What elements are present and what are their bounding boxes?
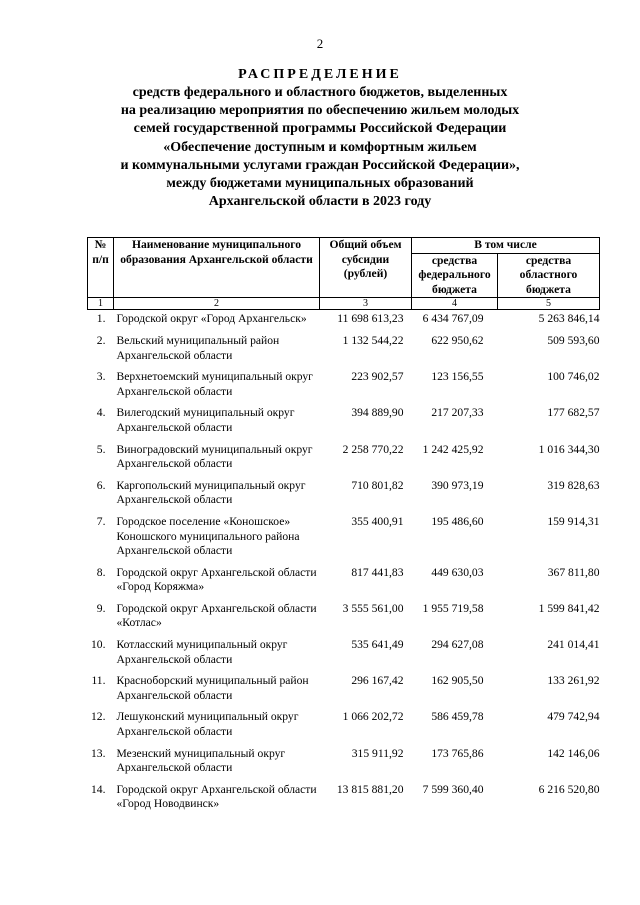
federal-funds: 6 434 767,09 bbox=[422, 312, 484, 326]
total-subsidy: 1 132 544,22 bbox=[342, 333, 404, 347]
municipality-name: Котласский муниципальный округ Архангельской области bbox=[116, 638, 288, 666]
row-number: 5. bbox=[96, 442, 106, 456]
row-number: 7. bbox=[96, 514, 106, 528]
municipality-name: Вилегодский муниципальный округ Архангельской области bbox=[116, 406, 295, 434]
municipality-name: Городской округ Архангельской области «Котлас» bbox=[116, 601, 317, 630]
federal-funds: 449 630,03 bbox=[431, 565, 484, 579]
municipality-name: Красноборский муниципальный район Архангельской области bbox=[116, 674, 309, 702]
federal-funds: 123 156,55 bbox=[431, 370, 484, 384]
title-line: и коммунальными услугами граждан Российской Федерации», bbox=[120, 157, 520, 173]
row-number: 12. bbox=[91, 710, 106, 724]
regional-funds: 177 682,57 bbox=[547, 406, 600, 420]
federal-funds: 586 459,78 bbox=[431, 710, 484, 724]
regional-funds: 142 146,06 bbox=[547, 746, 600, 760]
table-row bbox=[88, 710, 600, 746]
row-number: 11. bbox=[91, 674, 106, 688]
total-subsidy: 223 902,57 bbox=[351, 370, 404, 384]
table-row bbox=[88, 479, 600, 515]
title-heading: РАСПРЕДЕЛЕНИЕ bbox=[238, 67, 402, 82]
column-index: 5 bbox=[498, 298, 600, 310]
table-row bbox=[88, 602, 600, 638]
total-subsidy: 1 066 202,72 bbox=[342, 710, 404, 724]
header-including: В том числе bbox=[412, 238, 600, 254]
municipality-name: Мезенский муниципальный округ Архангельской области bbox=[116, 746, 286, 775]
document-title bbox=[0, 66, 640, 211]
table-row bbox=[88, 638, 600, 674]
table-row bbox=[88, 783, 600, 819]
header-regional: средства областного бюджета bbox=[498, 253, 600, 298]
column-index: 3 bbox=[320, 298, 412, 310]
total-subsidy: 2 258 770,22 bbox=[342, 442, 404, 456]
total-subsidy: 11 698 613,23 bbox=[337, 312, 404, 326]
table-row bbox=[88, 406, 600, 442]
total-subsidy: 535 641,49 bbox=[351, 638, 404, 652]
page-number: 2 bbox=[316, 36, 324, 51]
regional-funds: 159 914,31 bbox=[547, 514, 600, 528]
regional-funds: 1 016 344,30 bbox=[538, 442, 600, 456]
municipality-name: Лешуконский муниципальный округ Архангельской области bbox=[116, 710, 299, 739]
row-number: 4. bbox=[96, 406, 106, 420]
regional-funds: 100 746,02 bbox=[547, 370, 600, 384]
federal-funds: 217 207,33 bbox=[431, 406, 484, 420]
title-line: на реализацию мероприятия по обеспечению жильем молодых bbox=[120, 103, 520, 119]
header-federal: средства федерального бюджета bbox=[412, 253, 498, 298]
regional-funds: 6 216 520,80 bbox=[538, 782, 600, 796]
table-row bbox=[88, 566, 600, 602]
federal-funds: 294 627,08 bbox=[431, 638, 484, 652]
federal-funds: 173 765,86 bbox=[431, 746, 484, 760]
regional-funds: 241 014,41 bbox=[547, 638, 600, 652]
total-subsidy: 296 167,42 bbox=[351, 674, 404, 688]
municipality-name: Городской округ «Город Архангельск» bbox=[116, 312, 307, 326]
column-index: 1 bbox=[88, 298, 114, 310]
regional-funds: 5 263 846,14 bbox=[538, 312, 600, 326]
regional-funds: 509 593,60 bbox=[547, 333, 600, 347]
table-row bbox=[88, 674, 600, 710]
federal-funds: 1 955 719,58 bbox=[422, 601, 484, 615]
table-row bbox=[88, 334, 600, 370]
title-line: семей государственной программы Российской Федерации bbox=[133, 121, 507, 137]
distribution-table bbox=[87, 237, 600, 819]
row-number: 2. bbox=[96, 333, 106, 347]
column-index: 2 bbox=[114, 298, 320, 310]
column-index: 4 bbox=[412, 298, 498, 310]
table-row bbox=[88, 515, 600, 566]
regional-funds: 479 742,94 bbox=[547, 710, 600, 724]
total-subsidy: 315 911,92 bbox=[351, 746, 404, 760]
federal-funds: 195 486,60 bbox=[431, 514, 484, 528]
total-subsidy: 817 441,83 bbox=[351, 565, 404, 579]
federal-funds: 390 973,19 bbox=[431, 478, 484, 492]
row-number: 9. bbox=[96, 601, 106, 615]
total-subsidy: 355 400,91 bbox=[351, 514, 404, 528]
title-line: «Обеспечение доступным и комфортным жильем bbox=[163, 139, 477, 155]
row-number: 10. bbox=[91, 638, 106, 652]
municipality-name: Каргопольский муниципальный округ Архангельской области bbox=[116, 478, 306, 507]
total-subsidy: 394 889,90 bbox=[351, 406, 404, 420]
total-subsidy: 710 801,82 bbox=[351, 478, 404, 492]
header-num: № п/п bbox=[88, 238, 114, 298]
title-line: между бюджетами муниципальных образований bbox=[166, 176, 474, 192]
municipality-name: Вельский муниципальный район Архангельской области bbox=[116, 333, 280, 362]
title-line: Архангельской области в 2023 году bbox=[208, 194, 432, 210]
municipality-name: Городское поселение «Коношское» Коношского муниципального района Архангельской области bbox=[116, 514, 300, 558]
municipality-name: Виноградовский муниципальный округ Архангельской области bbox=[116, 442, 313, 471]
row-number: 1. bbox=[96, 312, 106, 326]
row-number: 3. bbox=[96, 370, 106, 384]
title-line: средств федерального и областного бюджетов, выделенных bbox=[132, 85, 508, 100]
total-subsidy: 3 555 561,00 bbox=[342, 601, 404, 615]
federal-funds: 162 905,50 bbox=[431, 674, 484, 688]
table-body bbox=[88, 310, 600, 819]
federal-funds: 1 242 425,92 bbox=[422, 442, 484, 456]
table-row bbox=[88, 747, 600, 783]
row-number: 8. bbox=[96, 565, 106, 579]
total-subsidy: 13 815 881,20 bbox=[336, 782, 404, 796]
federal-funds: 7 599 360,40 bbox=[422, 782, 484, 796]
header-name: Наименование муниципального образования Архангельской области bbox=[114, 238, 320, 298]
regional-funds: 367 811,80 bbox=[547, 565, 600, 579]
municipality-name: Городской округ Архангельской области «Город Новодвинск» bbox=[116, 782, 317, 811]
row-number: 13. bbox=[91, 746, 106, 760]
table-row bbox=[88, 370, 600, 406]
table-row bbox=[88, 310, 600, 334]
municipality-name: Городской округ Архангельской области «Город Коряжма» bbox=[116, 565, 317, 594]
municipality-name: Верхнетоемский муниципальный округ Архангельской области bbox=[116, 370, 313, 398]
table-row bbox=[88, 443, 600, 479]
federal-funds: 622 950,62 bbox=[431, 333, 484, 347]
header-total: Общий объем субсидии (рублей) bbox=[320, 238, 412, 298]
row-number: 14. bbox=[91, 782, 106, 796]
regional-funds: 133 261,92 bbox=[547, 674, 600, 688]
regional-funds: 319 828,63 bbox=[547, 478, 600, 492]
regional-funds: 1 599 841,42 bbox=[538, 601, 600, 615]
row-number: 6. bbox=[96, 478, 106, 492]
